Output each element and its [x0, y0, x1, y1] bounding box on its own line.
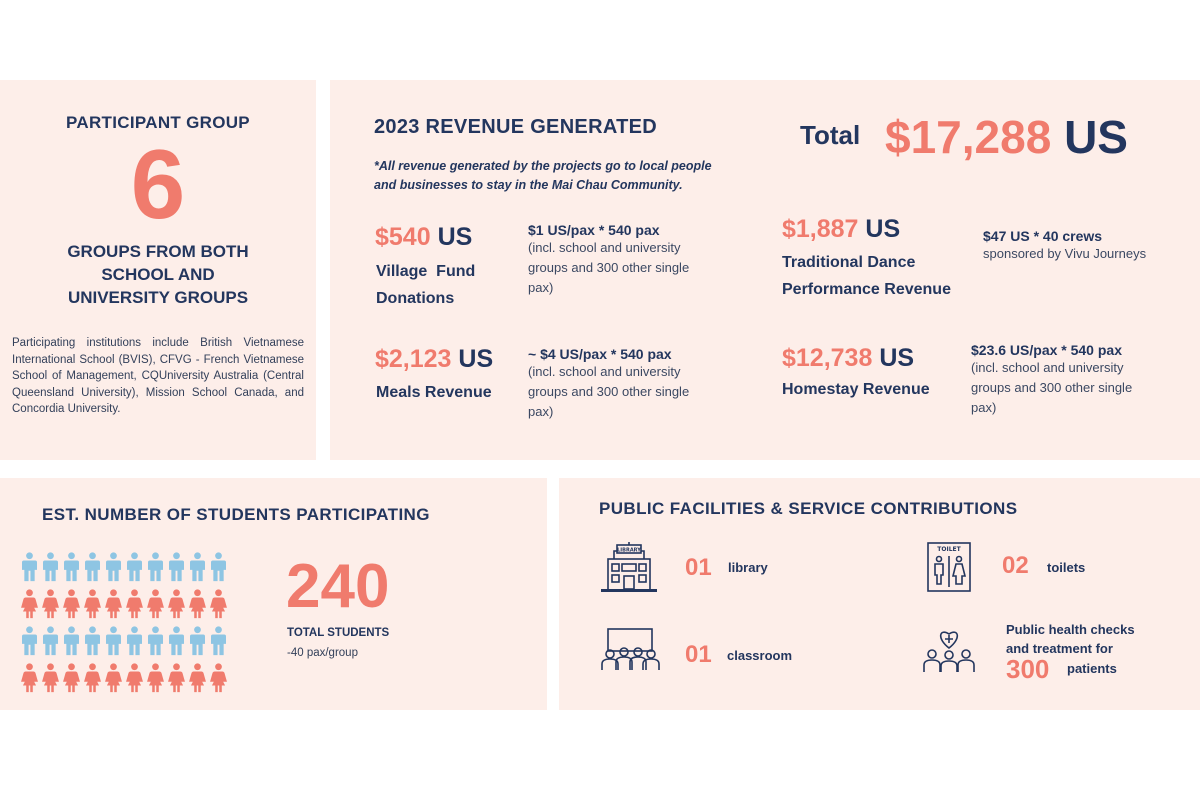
participant-group-title: PARTICIPANT GROUP: [66, 113, 250, 132]
homestay-revenue-amount: $12,738 US: [782, 344, 915, 372]
toilets-count: 02: [1002, 552, 1029, 579]
classroom-icon: [600, 628, 660, 672]
village-fund-label: Village Fund Donations: [376, 263, 476, 307]
health-line-2: and treatment for: [1006, 641, 1113, 656]
male-student-icon: [209, 626, 228, 656]
male-student-icon: [20, 552, 39, 582]
classroom-label: classroom: [727, 648, 793, 663]
facilities-panel: [559, 478, 1200, 710]
female-student-icon: [41, 663, 60, 693]
male-student-icon: [104, 552, 123, 582]
toilet-icon: [927, 542, 971, 592]
female-student-icon: [104, 663, 123, 693]
female-student-icon: [209, 663, 228, 693]
female-student-icon: [188, 589, 207, 619]
female-student-icon: [188, 663, 207, 693]
student-icon-row: [20, 626, 230, 663]
male-student-icon: [209, 552, 228, 582]
meals-revenue-amount: $2,123 US: [375, 345, 494, 373]
classroom-count: 01: [685, 641, 712, 668]
dance-revenue-label: Traditional Dance Performance Revenue: [782, 254, 951, 298]
revenue-note: *All revenue generated by the projects go to local people and businesses to stay in the Mai Chau Community.: [374, 159, 712, 192]
toilets-label: toilets: [1047, 560, 1086, 575]
male-student-icon: [146, 626, 165, 656]
library-count: 01: [685, 554, 712, 581]
library-label: library: [728, 560, 768, 575]
female-student-icon: [125, 663, 144, 693]
male-student-icon: [188, 552, 207, 582]
male-student-icon: [41, 552, 60, 582]
health-check-icon: [922, 626, 976, 674]
total-label: Total: [800, 120, 861, 150]
male-student-icon: [41, 626, 60, 656]
toilet-sign-text: TOILET: [937, 546, 961, 553]
homestay-revenue-label: Homestay Revenue: [782, 381, 930, 398]
meals-revenue-calc: ~ $4 US/pax * 540 pax (incl. school and university groups and 300 other single pax): [528, 346, 690, 419]
male-student-icon: [167, 552, 186, 582]
participating-institutions-note: Participating institutions include British Vietnamese International School (BVIS), CFVG - French Vietnamese School of Management, CQUniversity Australia (Central Queensland University), Mission School Canada, and Concordia University.: [12, 337, 304, 415]
health-line-1: Public health checks: [1006, 622, 1135, 637]
male-student-icon: [62, 626, 81, 656]
female-student-icon: [83, 663, 102, 693]
female-student-icon: [167, 663, 186, 693]
facilities-title: PUBLIC FACILITIES & SERVICE CONTRIBUTIONS: [599, 499, 1018, 518]
female-student-icon: [62, 589, 81, 619]
female-student-icon: [209, 589, 228, 619]
student-icon-grid: [20, 552, 230, 700]
female-student-icon: [41, 589, 60, 619]
student-icon-row: [20, 552, 230, 589]
male-student-icon: [146, 552, 165, 582]
male-student-icon: [83, 626, 102, 656]
library-sign-text: LIBRARY: [617, 547, 641, 554]
male-student-icon: [62, 552, 81, 582]
participant-group-panel: [0, 80, 316, 460]
village-fund-calc: $1 US/pax * 540 pax (incl. school and university groups and 300 other single pax): [528, 222, 690, 295]
village-fund-amount: $540 US: [375, 223, 473, 251]
male-student-icon: [125, 552, 144, 582]
female-student-icon: [83, 589, 102, 619]
male-student-icon: [125, 626, 144, 656]
student-icon-row: [20, 663, 230, 700]
patients-count: 300: [1006, 654, 1050, 684]
total-currency: US: [1064, 111, 1128, 163]
female-student-icon: [20, 589, 39, 619]
female-student-icon: [62, 663, 81, 693]
homestay-revenue-calc: $23.6 US/pax * 540 pax (incl. school and university groups and 300 other single pax): [971, 342, 1133, 415]
student-icon-row: [20, 589, 230, 626]
male-student-icon: [83, 552, 102, 582]
female-student-icon: [104, 589, 123, 619]
female-student-icon: [146, 663, 165, 693]
total-amount: $17,288: [885, 111, 1052, 163]
male-student-icon: [104, 626, 123, 656]
dance-revenue-calc: $47 US * 40 crews sponsored by Vivu Journeys: [983, 228, 1147, 261]
students-title: EST. NUMBER OF STUDENTS PARTICIPATING: [42, 505, 430, 524]
male-student-icon: [167, 626, 186, 656]
female-student-icon: [167, 589, 186, 619]
participant-group-subtitle: GROUPS FROM BOTH SCHOOL AND UNIVERSITY GROUPS: [67, 242, 249, 307]
students-panel: [0, 478, 547, 710]
participant-group-count: 6: [130, 129, 186, 239]
female-student-icon: [125, 589, 144, 619]
revenue-panel: [330, 80, 1200, 460]
students-label: TOTAL STUDENTS: [287, 627, 390, 639]
male-student-icon: [20, 626, 39, 656]
male-student-icon: [188, 626, 207, 656]
female-student-icon: [146, 589, 165, 619]
students-count: 240: [286, 552, 390, 621]
total-revenue: [885, 110, 1128, 164]
students-per-group: -40 pax/group: [287, 647, 358, 659]
revenue-title: 2023 REVENUE GENERATED: [374, 116, 657, 138]
library-icon: [600, 541, 658, 593]
dance-revenue-amount: $1,887 US: [782, 215, 901, 243]
female-student-icon: [20, 663, 39, 693]
meals-revenue-label: Meals Revenue: [376, 384, 492, 401]
patients-label: patients: [1067, 661, 1117, 676]
